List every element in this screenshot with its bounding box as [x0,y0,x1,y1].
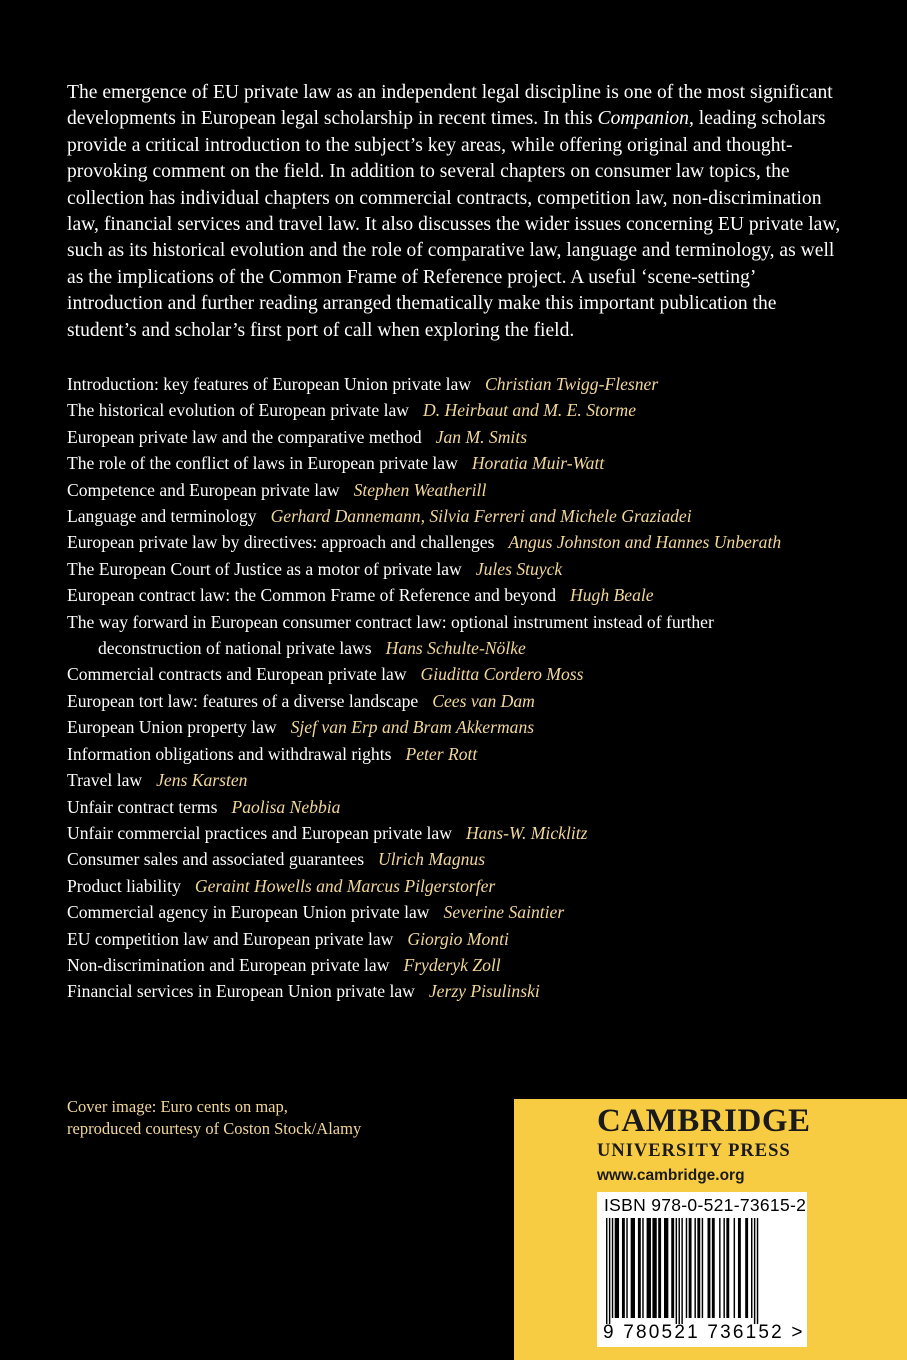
barcode-bar [622,1218,625,1318]
chapter-author: Giuditta Cordero Moss [420,664,584,685]
publisher-logo-subtitle: UNIVERSITY PRESS [597,1141,791,1161]
chapter-title: The European Court of Justice as a motor of private law [67,558,462,579]
chapter-title: The way forward in European consumer contract law: optional instrument instead of further [67,611,714,632]
barcode-bar [757,1218,758,1324]
chapter-title: Unfair contract terms [67,796,218,817]
chapter-author: Christian Twigg-Flesner [485,374,659,394]
chapter-title-continued [67,635,867,661]
contents-entry [67,714,867,740]
barcode-bar [697,1218,700,1318]
chapter-author: Jens Karsten [156,770,248,791]
contents-entry [67,371,867,397]
barcode-bar [609,1218,610,1324]
chapter-title: European Union property law [67,717,277,738]
barcode-bar [626,1218,627,1318]
barcode-bar [612,1218,613,1318]
chapter-title: Product liability [67,875,181,896]
chapter-title: Language and terminology [67,506,257,527]
contents-entry [67,873,867,899]
barcode-bar [694,1218,695,1318]
chapter-author: Paolisa Nebbia [231,796,341,817]
contents-entry [67,794,867,820]
chapter-author: Gerhard Dannemann, Silvia Ferreri and Michele Graziadei [270,506,692,527]
chapter-title: Competence and European private law [67,479,340,500]
contents-entry [67,688,867,714]
contents-entry [67,556,867,582]
barcode-bar [712,1218,715,1318]
contents-entry [67,741,867,767]
cover-credit-line-1: Cover image: Euro cents on map, [67,1097,288,1116]
barcode-bar [652,1218,656,1318]
barcode-bar [734,1218,735,1318]
contents-entry [67,424,867,450]
barcode-bar [676,1218,677,1324]
blurb-text-end: , leading scholars provide a critical introduction to the subject’s key areas, while offering original and thought-provoking comment on the field. In addition to several chapters on consumer law topics, the collection has individual chapters on commercial contracts, competition law, non-discrimination law, financial services and travel law. It also discusses the wider issues concerning EU private law, such as its historical evolution and the role of comparative law, language and terminology, as well as the implications of the Common Frame of Reference project. A useful ‘scene-setting’ introduction and further reading arranged thematically make this important publication the student’s and scholar’s first port of call when exploring the field. [67,108,841,341]
barcode-bar [708,1218,711,1318]
back-cover-blurb [67,80,847,344]
chapter-author: Hugh Beale [570,585,654,606]
contents-entry [67,529,867,555]
barcode-bar [664,1218,668,1318]
chapter-title: Information obligations and withdrawal rights [67,743,392,764]
chapter-author: Angus Johnston and Hannes Unberath [508,532,782,553]
chapter-author: Sjef van Erp and Bram Akkermans [290,717,535,738]
contents-entry [67,926,867,952]
chapter-author: Jan M. Smits [435,426,528,447]
chapter-title: European tort law: features of a diverse landscape [67,690,419,711]
contents-entry [67,661,867,687]
chapter-title: Introduction: key features of European Union private law [67,374,472,394]
blurb-text-start: The emergence of EU private law as an independent legal discipline is one of the most significant developments in European legal scholarship in recent times. In this [67,82,833,130]
barcode-bar [745,1218,748,1318]
contents-entry [67,582,867,608]
chapter-title: The role of the conflict of laws in European private law [67,453,458,474]
barcode-bar [681,1218,682,1324]
chapter-title: European contract law: the Common Frame of Reference and beyond [67,585,557,606]
barcode-bar [719,1218,720,1318]
chapter-author: Fryderyk Zoll [403,954,501,975]
cover-credit-line-2: reproduced courtesy of Coston Stock/Alamy [67,1118,362,1138]
chapter-author: Peter Rott [405,743,478,764]
chapter-title: Consumer sales and associated guarantees [67,849,365,870]
chapter-author: Severine Saintier [443,902,565,923]
chapter-author: Giorgio Monti [407,928,509,949]
chapter-title: European private law and the comparative method [67,426,422,447]
contents-entry [67,503,867,529]
barcode-bar [702,1218,703,1318]
barcode-digits: 9 780521 736152 > [603,1322,805,1343]
barcode-bar [615,1218,619,1318]
chapter-title: Commercial contracts and European private law [67,664,407,685]
chapter-title: Financial services in European Union private law [67,981,415,1002]
isbn-label: ISBN 978-0-521-73615-2 [604,1195,807,1215]
barcode-bar [671,1218,674,1318]
chapter-author: Jules Stuyck [475,558,563,579]
chapter-title: European private law by directives: approach and challenges [67,532,495,553]
barcode-bar [723,1218,724,1318]
chapter-title: Non-discrimination and European private law [67,954,390,975]
chapter-author: Horatia Muir-Watt [471,453,605,474]
chapter-title: Travel law [67,770,143,791]
contents-entry [67,978,867,1004]
chapter-title: Commercial agency in European Union private law [67,902,430,923]
barcode-bar [679,1218,680,1324]
contents-entry [67,846,867,872]
barcode-bar [726,1218,729,1318]
barcode-bars [602,1218,798,1324]
contents-entry [67,952,867,978]
chapter-title-continued-text: deconstruction of national private laws [98,638,372,659]
contents-entry [67,820,867,846]
chapter-title: EU competition law and European private law [67,928,394,949]
blurb-italic-title: Companion [597,108,689,130]
barcode-bar [751,1218,752,1318]
publisher-url: www.cambridge.org [597,1167,745,1184]
barcode-bar [638,1218,641,1318]
barcode-bar [606,1218,607,1324]
chapter-author: Hans Schulte-Nölke [385,638,526,659]
contents-entry [67,767,867,793]
contents-entry [67,450,867,476]
contents-list [67,371,867,1005]
chapter-title: Unfair commercial practices and European private law [67,822,452,843]
contents-entry [67,477,867,503]
cover-credit [67,1096,487,1139]
chapter-author: Stephen Weatherill [353,479,487,500]
chapter-author: Jerzy Pisulinski [428,981,540,1002]
chapter-author: Geraint Howells and Marcus Pilgerstorfer [194,875,496,896]
chapter-author: Ulrich Magnus [378,849,486,870]
publisher-logo-name: CAMBRIDGE [597,1103,811,1139]
chapter-title: The historical evolution of European private law [67,400,409,421]
barcode-bar [658,1218,661,1318]
contents-entry [67,899,867,925]
chapter-author: Hans-W. Micklitz [465,822,588,843]
barcode-bar [642,1218,643,1318]
barcode-bar [631,1218,635,1318]
contents-entry [67,609,867,662]
barcode-bar [686,1218,687,1318]
barcode-bar [754,1218,755,1324]
contents-entry [67,397,867,423]
barcode-bar [689,1218,692,1318]
barcode-bar [738,1218,741,1318]
barcode-bar [647,1218,651,1318]
chapter-author: Cees van Dam [432,690,535,711]
chapter-author: D. Heirbaut and M. E. Storme [423,400,637,421]
